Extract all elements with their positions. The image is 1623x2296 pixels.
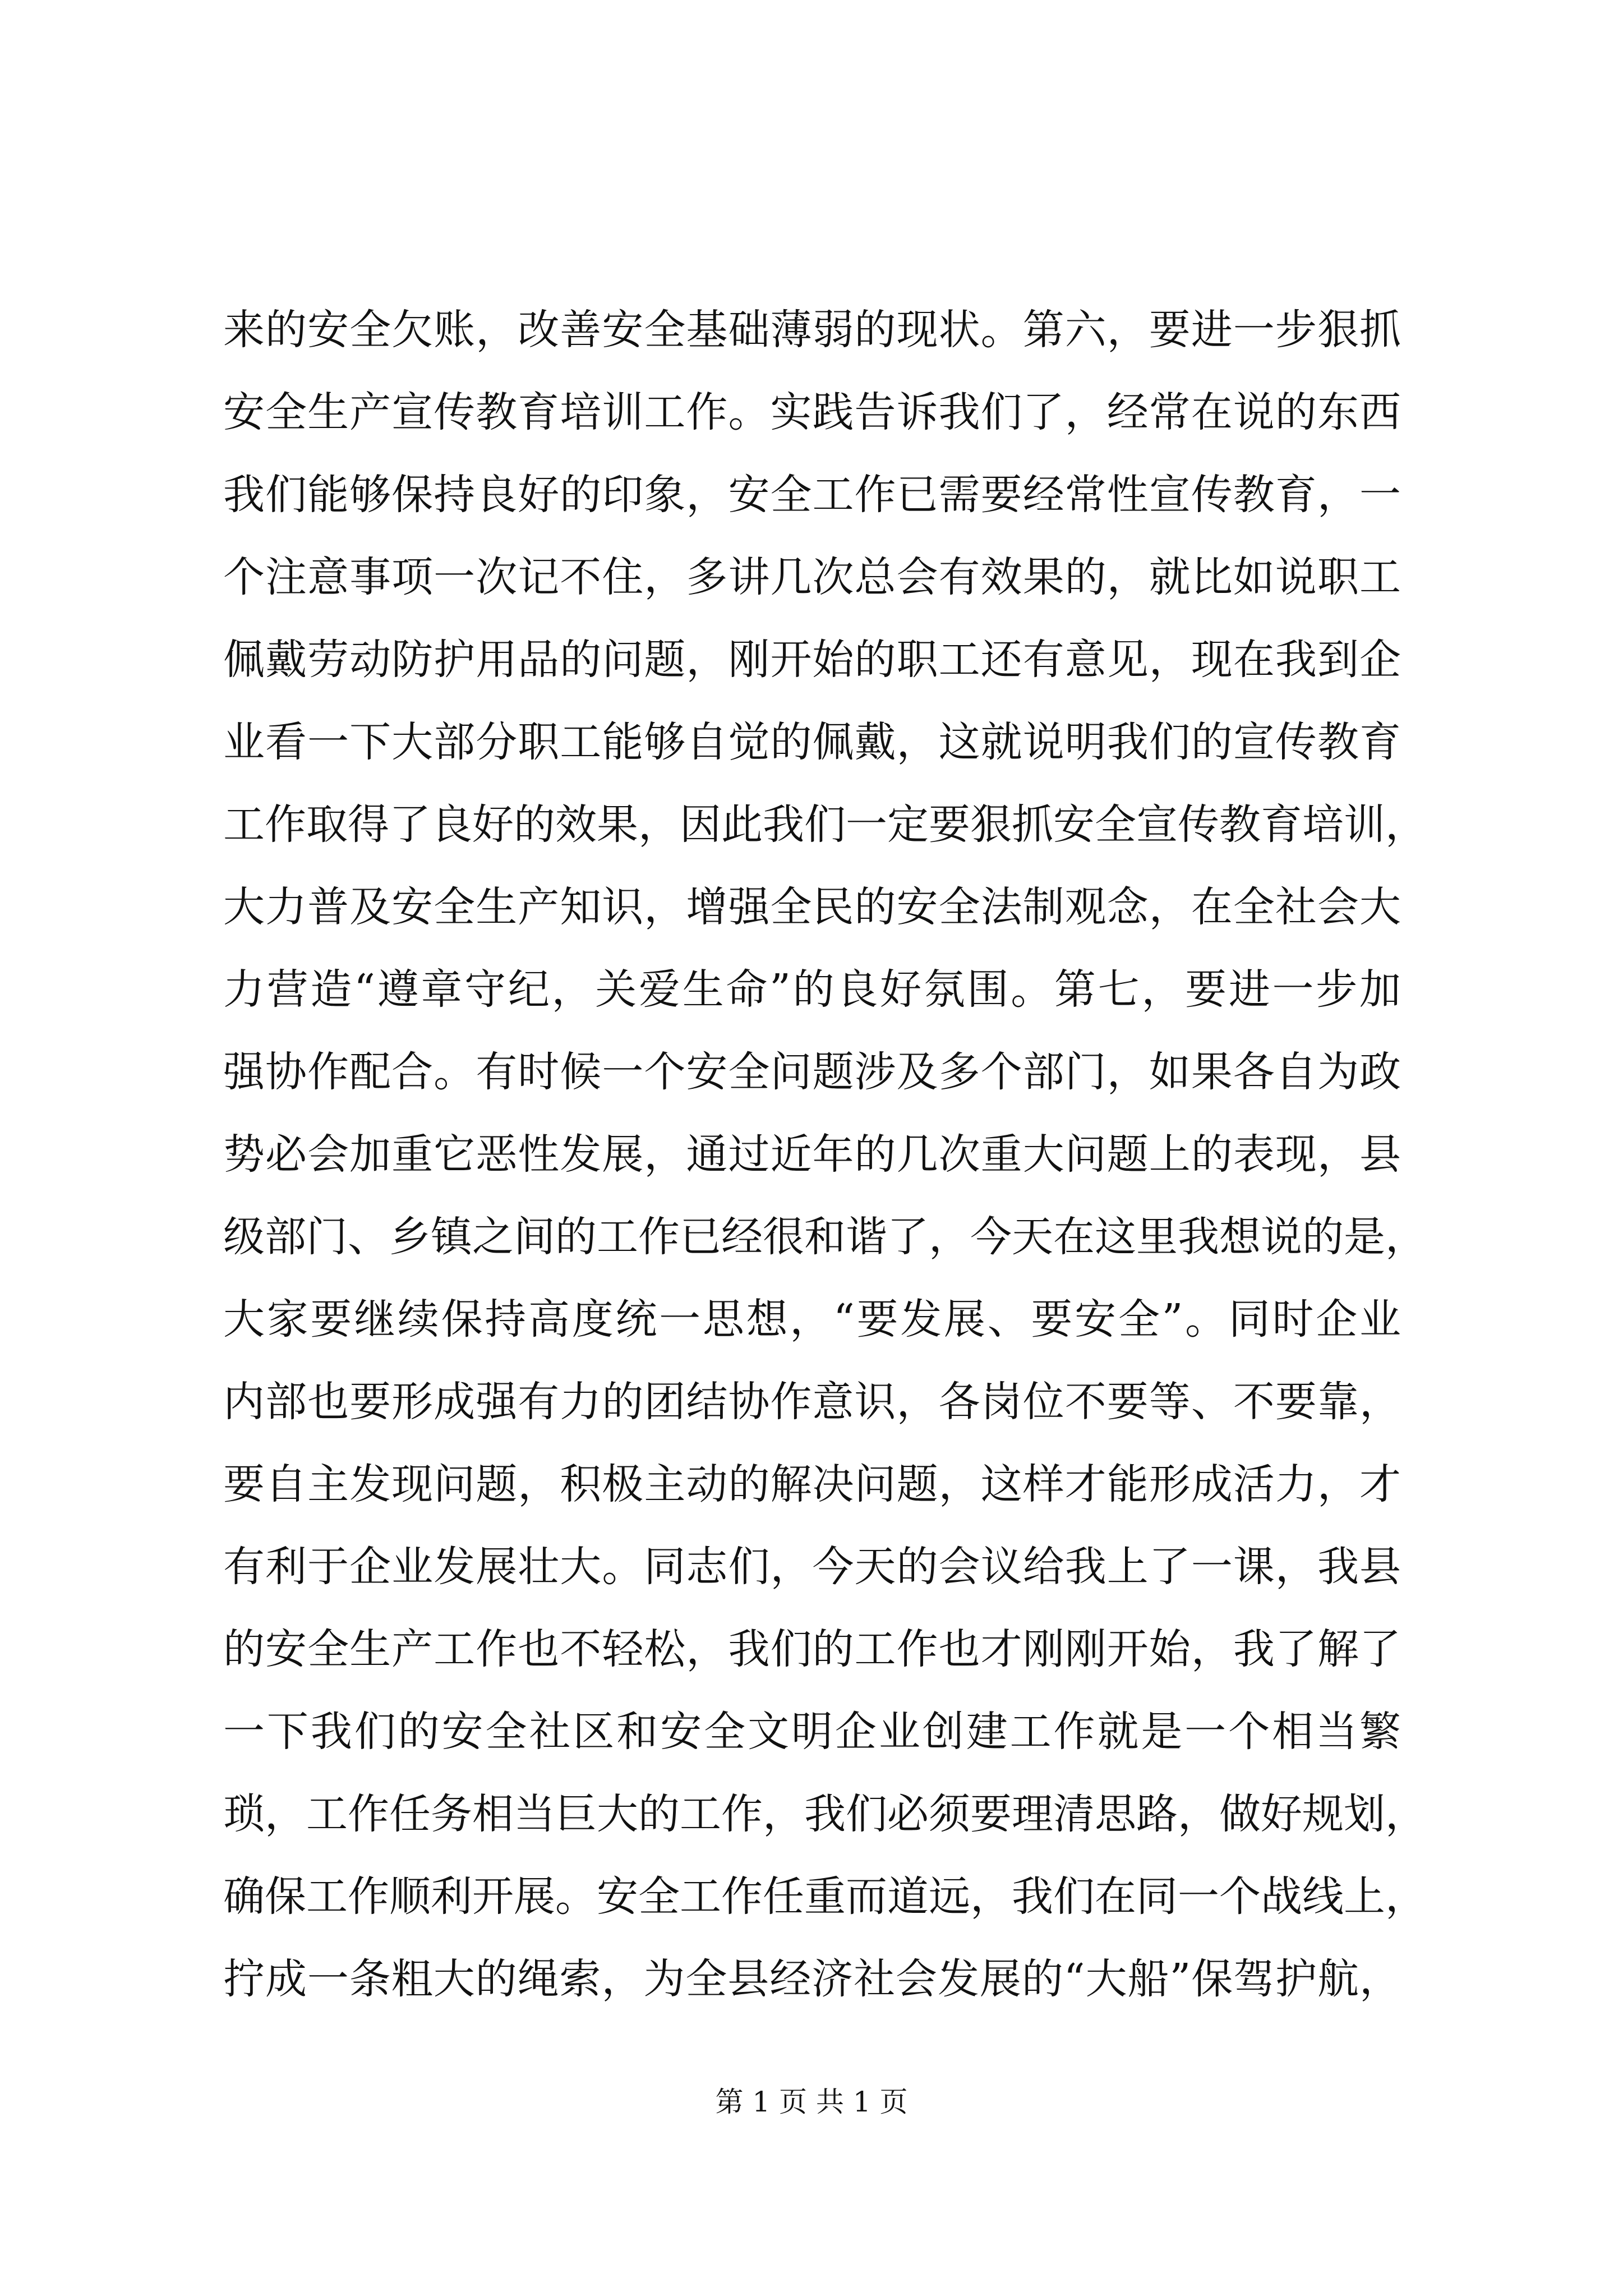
text-line-15: 要自主发现问题，积极主动的解决问题，这样才能形成活力，才 [223, 1460, 1401, 1508]
text-line-2: 安全生产宣传教育培训工作。实践告诉我们了，经常在说的东西 [223, 388, 1401, 436]
document-body [223, 289, 1427, 2021]
text-line-20: 确保工作顺利开展。安全工作任重而道远，我们在同一个战线上， [223, 1872, 1427, 1921]
text-line-5: 佩戴劳动防护用品的问题，刚开始的职工还有意见，现在我到企 [223, 636, 1401, 684]
text-line-12: 级部门、乡镇之间的工作已经很和谐了，今天在这里我想说的是， [223, 1213, 1427, 1261]
text-line-14: 内部也要形成强有力的团结协作意识，各岗位不要等、不要靠， [223, 1378, 1401, 1426]
text-line-16: 有利于企业发展壮大。同志们，今天的会议给我上了一课，我县 [223, 1543, 1401, 1591]
text-line-17: 的安全生产工作也不轻松，我们的工作也才刚刚开始，我了解了 [223, 1625, 1401, 1673]
text-line-9: 力营造“遵章守纪，关爱生命”的良好氛围。第七，要进一步加 [223, 965, 1401, 1014]
text-line-21: 拧成一条粗大的绳索，为全县经济社会发展的“大船”保驾护航， [223, 1955, 1401, 2003]
text-line-13: 大家要继续保持高度统一思想，“要发展、要安全”。同时企业 [223, 1295, 1401, 1343]
text-line-7: 工作取得了良好的效果，因此我们一定要狠抓安全宣传教育培训， [223, 800, 1427, 849]
text-line-18: 一下我们的安全社区和安全文明企业创建工作就是一个相当繁 [223, 1708, 1401, 1756]
text-line-8: 大力普及安全生产知识，增强全民的安全法制观念，在全社会大 [223, 883, 1401, 931]
text-line-3: 我们能够保持良好的印象，安全工作已需要经常性宣传教育，一 [223, 471, 1401, 519]
text-line-11: 势必会加重它恶性发展，通过近年的几次重大问题上的表现，县 [223, 1130, 1401, 1179]
text-line-6: 业看一下大部分职工能够自觉的佩戴，这就说明我们的宣传教育 [223, 718, 1401, 766]
text-line-19: 琐，工作任务相当巨大的工作，我们必须要理清思路，做好规划， [223, 1790, 1427, 1838]
text-line-10: 强协作配合。有时候一个安全问题涉及多个部门，如果各自为政 [223, 1048, 1401, 1096]
page-footer [0, 2082, 1623, 2122]
page-number-label: 第 1 页 共 1 页 [715, 2086, 908, 2118]
text-line-1: 来的安全欠账，改善安全基础薄弱的现状。第六，要进一步狠抓 [223, 306, 1401, 354]
text-line-4: 个注意事项一次记不住，多讲几次总会有效果的，就比如说职工 [223, 553, 1401, 601]
